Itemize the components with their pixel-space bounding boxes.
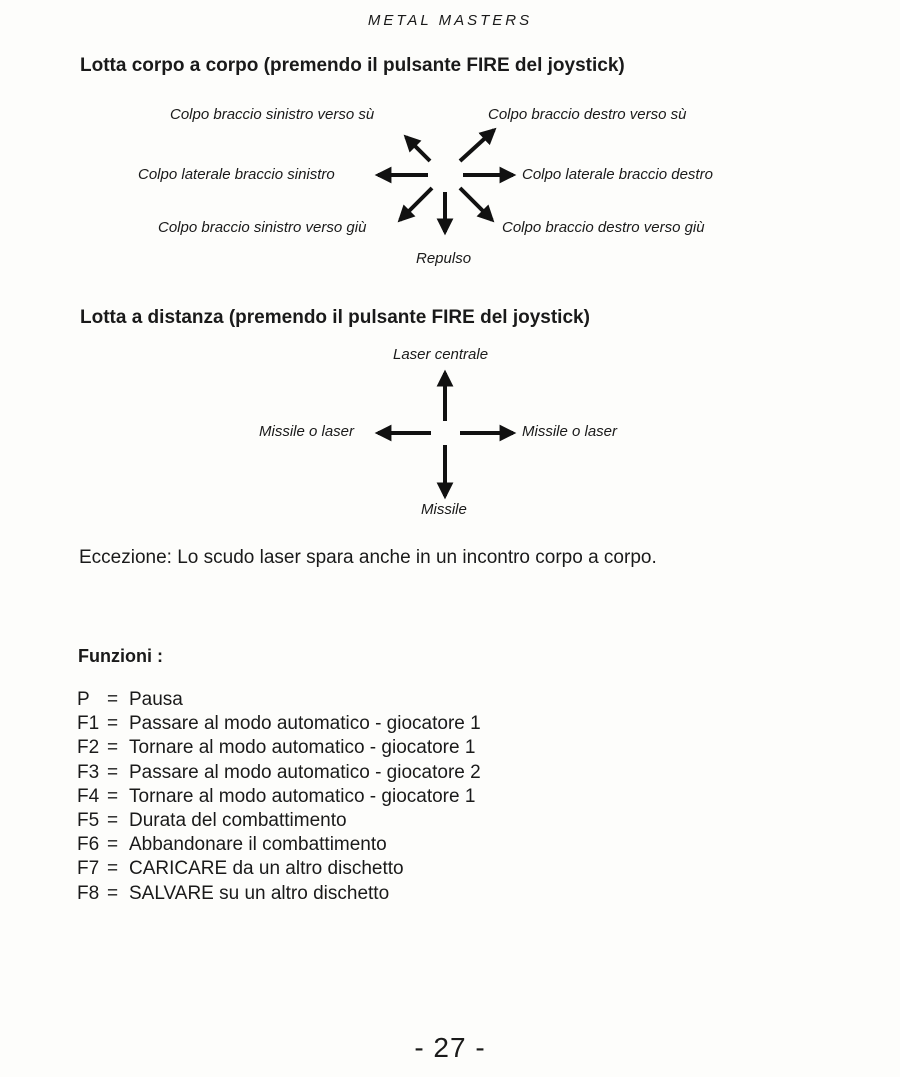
label-down-left: Colpo braccio sinistro verso giù [158, 219, 367, 236]
function-row [77, 834, 387, 856]
page-header: METAL MASTERS [367, 12, 533, 29]
equals-sign: = [107, 761, 119, 783]
equals-sign: = [107, 810, 119, 831]
function-row [77, 786, 475, 808]
function-key: F4 [77, 785, 100, 807]
exception-text: Eccezione: Lo scudo laser spara anche in un incontro corpo a corpo. [79, 547, 657, 568]
function-key: F1 [77, 713, 100, 735]
function-key: F2 [77, 737, 100, 759]
function-key: F8 [77, 882, 100, 904]
label-right: Colpo laterale braccio destro [522, 166, 713, 183]
function-desc: Durata del combattimento [129, 810, 347, 831]
function-desc: Tornare al modo automatico - giocatore 1 [129, 785, 476, 807]
function-key: F7 [77, 858, 100, 880]
section2-heading: Lotta a distanza (premendo il pulsante FIRE del joystick) [80, 307, 590, 328]
functions-heading: Funzioni : [78, 646, 163, 666]
function-desc: Passare al modo automatico - giocatore 2 [129, 761, 481, 783]
equals-sign: = [107, 689, 119, 710]
label-up-left: Colpo braccio sinistro verso sù [170, 106, 375, 123]
function-row [77, 689, 183, 711]
arrow-up-left-icon [406, 137, 430, 161]
function-key: F5 [77, 810, 100, 831]
equals-sign: = [107, 834, 119, 856]
label2-left: Missile o laser [259, 423, 355, 440]
arrow-down-left-icon [400, 188, 432, 220]
function-desc: Tornare al modo automatico - giocatore 1 [129, 737, 476, 759]
function-row [77, 810, 347, 832]
label2-up: Laser centrale [393, 346, 489, 363]
function-row [77, 858, 404, 880]
label2-down: Missile [421, 501, 467, 518]
function-row [77, 713, 481, 735]
function-desc: CARICARE da un altro dischetto [129, 858, 404, 880]
function-row [77, 762, 481, 784]
function-desc: SALVARE su un altro dischetto [129, 882, 390, 904]
function-desc: Abbandonare il combattimento [129, 834, 387, 856]
equals-sign: = [107, 713, 119, 735]
equals-sign: = [107, 882, 119, 904]
function-key: F3 [77, 761, 100, 783]
label-up-right: Colpo braccio destro verso sù [488, 106, 687, 123]
label-left: Colpo laterale braccio sinistro [138, 166, 335, 183]
equals-sign: = [107, 858, 119, 880]
arrow-down-right-icon [460, 188, 492, 220]
page-number: - 27 - [414, 1032, 486, 1063]
function-desc: Pausa [129, 689, 183, 710]
function-key: F6 [77, 834, 100, 856]
section1-heading: Lotta corpo a corpo (premendo il pulsante FIRE del joystick) [80, 55, 625, 76]
function-key: P [77, 689, 90, 710]
label2-right: Missile o laser [522, 423, 618, 440]
equals-sign: = [107, 737, 119, 759]
function-row [77, 737, 475, 759]
equals-sign: = [107, 785, 119, 807]
arrow-up-right-icon [460, 130, 494, 161]
function-row [77, 883, 389, 905]
label-down-right: Colpo braccio destro verso giù [502, 219, 705, 236]
label-down: Repulso [416, 250, 472, 267]
function-desc: Passare al modo automatico - giocatore 1 [129, 713, 481, 735]
